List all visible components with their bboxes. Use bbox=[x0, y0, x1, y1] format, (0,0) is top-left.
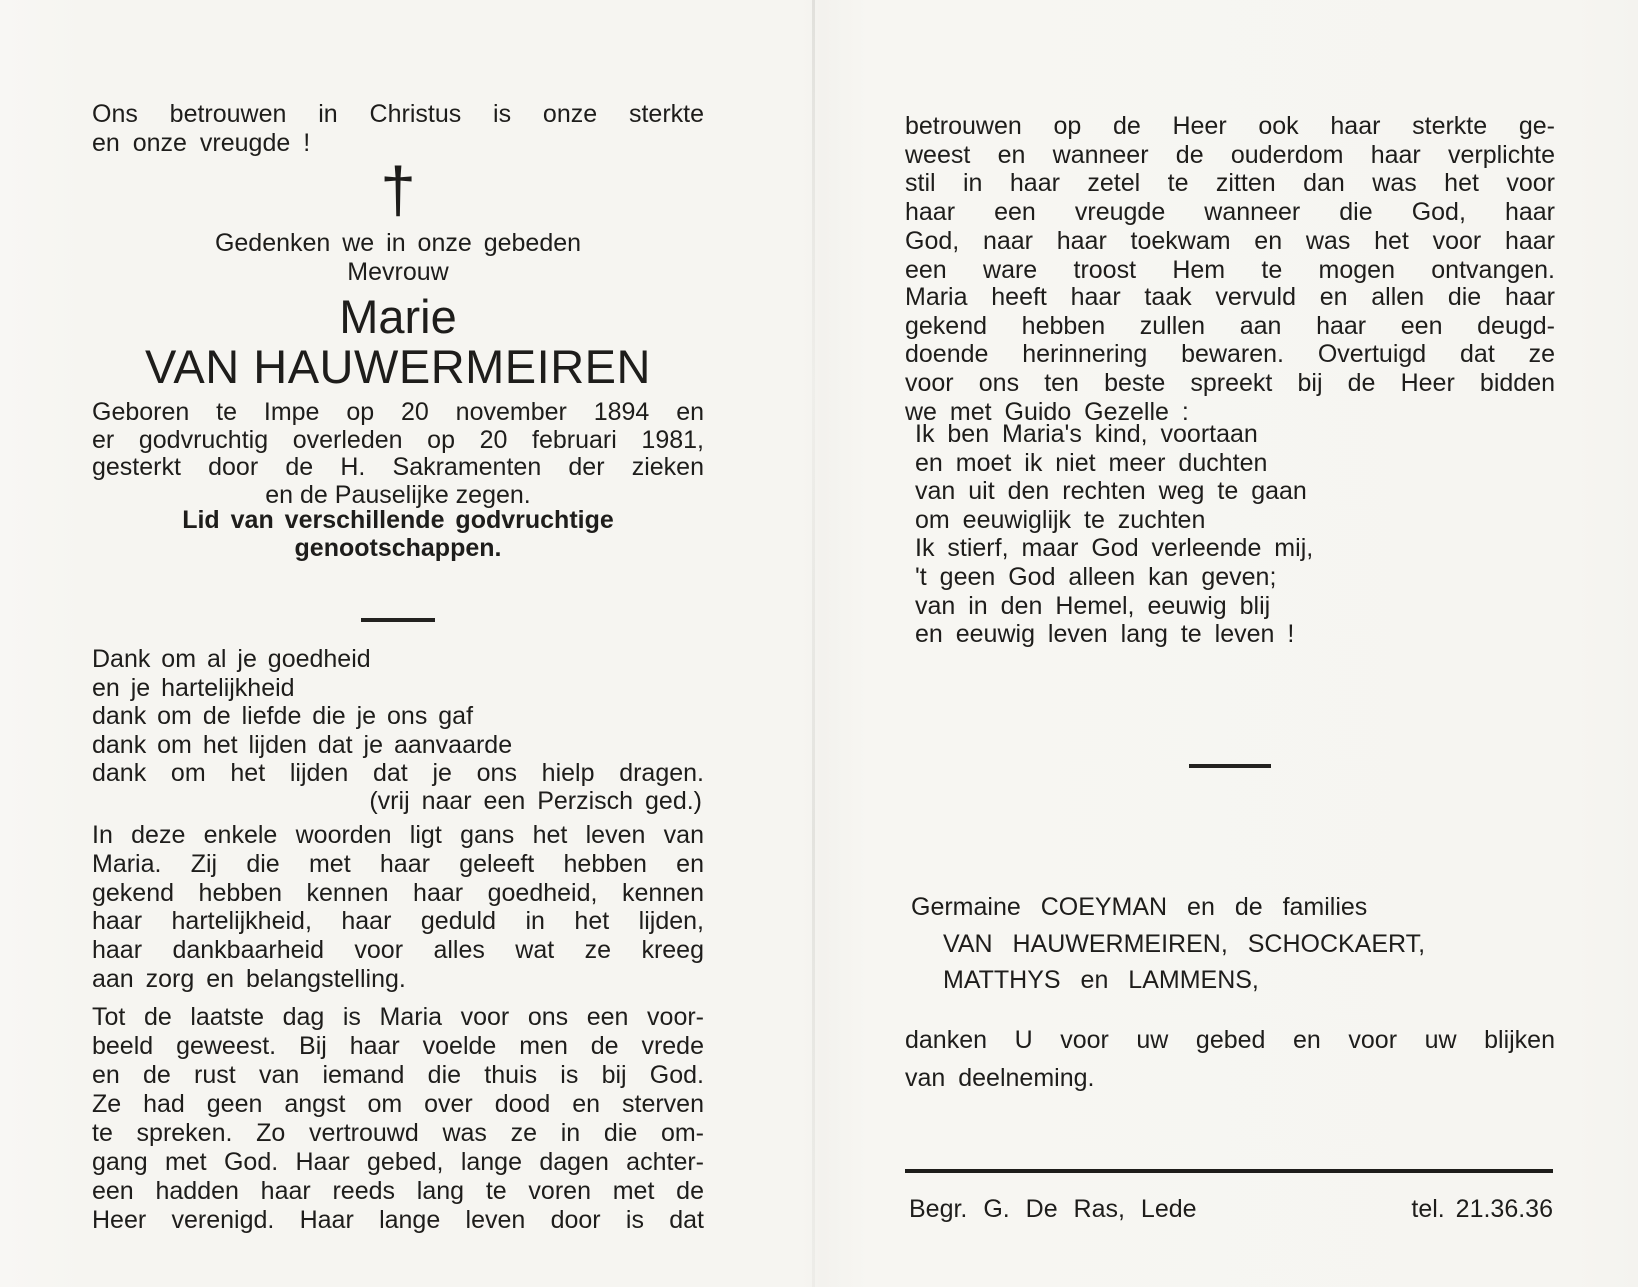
fold-line bbox=[812, 0, 815, 1287]
text-line: te spreken. Zo vertrouwd was ze in die om- bbox=[92, 1119, 704, 1147]
text-line: en onze vreugde ! bbox=[92, 128, 311, 157]
phone-number: tel. 21.36.36 bbox=[1411, 1195, 1553, 1223]
birth-death-details bbox=[92, 399, 704, 509]
family-acknowledgement bbox=[905, 889, 1555, 999]
text-line: genootschappen. bbox=[294, 533, 502, 562]
text-line: betrouwen op de Heer ook haar sterkte ge- bbox=[905, 112, 1555, 140]
text-line: en je hartelijkheid bbox=[92, 673, 295, 702]
text-line: om eeuwiglijk te zuchten bbox=[915, 505, 1206, 534]
poem-attribution: (vrij naar een Perzisch ged.) bbox=[369, 787, 702, 815]
text-line: en de Pauselijke zegen. bbox=[265, 480, 531, 509]
text-line: van uit den rechten weg te gaan bbox=[915, 477, 1307, 506]
text-line: VAN HAUWERMEIREN, SCHOCKAERT, bbox=[943, 929, 1426, 958]
text-line: aan zorg en belangstelling. bbox=[92, 964, 406, 993]
text-line: een ware troost Hem te mogen ontvangen. bbox=[905, 255, 1555, 284]
text-line: haar hartelijkheid, haar geduld in het lijden, bbox=[92, 907, 704, 936]
text-line: gekend hebben kennen haar goedheid, kennen bbox=[92, 878, 704, 907]
thanks-note bbox=[905, 1022, 1555, 1097]
text-line: gang met God. Haar gebed, lange dagen achter- bbox=[92, 1148, 704, 1176]
eulogy-paragraph-1 bbox=[92, 821, 704, 994]
invocation-line: Gedenken we in onze gebeden bbox=[214, 229, 582, 257]
text-line: Heer verenigd. Haar lange leven door is dat bbox=[92, 1206, 704, 1234]
text-line: weest en wanneer de ouderdom haar verplichte bbox=[905, 140, 1555, 169]
text-line: dank om de liefde die je ons gaf bbox=[92, 702, 474, 731]
text-line: doende herinnering bewaren. Overtuigd dat ze bbox=[905, 340, 1555, 369]
text-line: we met Guido Gezelle : bbox=[905, 397, 1189, 426]
text-line: gesterkt door de H. Sakramenten der zieken bbox=[92, 453, 704, 481]
text-line: Ons betrouwen in Christus is onze sterkte bbox=[92, 100, 704, 128]
membership-note bbox=[92, 507, 704, 562]
text-line: dank om het lijden dat je aanvaarde bbox=[92, 730, 513, 759]
text-line: MATTHYS en LAMMENS, bbox=[943, 966, 1259, 994]
eulogy-paragraph-2 bbox=[92, 1003, 704, 1235]
text-line: beeld geweest. Bij haar voelde men de vrede bbox=[92, 1032, 704, 1060]
deceased-first-name: Marie bbox=[339, 290, 457, 343]
eulogy-paragraph-4 bbox=[905, 283, 1555, 427]
undertaker-name: Begr. G. De Ras, Lede bbox=[909, 1195, 1197, 1223]
text-line: van in den Hemel, eeuwig blij bbox=[915, 591, 1271, 620]
text-line: voor ons ten beste spreekt bij de Heer bidden bbox=[905, 369, 1555, 398]
text-line: In deze enkele woorden ligt gans het leven van bbox=[92, 821, 704, 849]
text-line: een hadden haar reeds lang te voren met de bbox=[92, 1177, 704, 1205]
text-line: Ik ben Maria's kind, voortaan bbox=[915, 420, 1258, 448]
divider-rule bbox=[1189, 764, 1271, 768]
persian-thanks-poem bbox=[92, 645, 704, 788]
text-line: danken U voor uw gebed en voor uw blijken bbox=[905, 1026, 1555, 1054]
text-line: Dank om al je goedheid bbox=[92, 645, 371, 673]
text-line: Maria heeft haar taak vervuld en allen die haar bbox=[905, 283, 1555, 311]
cross-icon: † bbox=[380, 154, 416, 226]
text-line: van deelneming. bbox=[905, 1063, 1095, 1092]
text-line: 't geen God alleen kan geven; bbox=[915, 562, 1277, 591]
text-line: haar een vreugde wanneer die God, haar bbox=[905, 198, 1555, 227]
text-line: en moet ik niet meer duchten bbox=[915, 448, 1268, 477]
text-line: dank om het lijden dat je ons hielp dragen. bbox=[92, 759, 704, 788]
text-line: Lid van verschillende godvruchtige bbox=[182, 506, 614, 534]
text-line: stil in haar zetel te zitten dan was het voor bbox=[905, 169, 1555, 198]
text-line: Germaine COEYMAN en de families bbox=[911, 893, 1368, 921]
intro-verse bbox=[92, 100, 704, 157]
text-line: Ik stierf, maar God verleende mij, bbox=[915, 534, 1314, 563]
printer-footer bbox=[905, 1195, 1555, 1224]
text-line: Maria. Zij die met haar geleeft hebben en bbox=[92, 849, 704, 878]
text-line: er godvruchtig overleden op 20 februari 1981, bbox=[92, 425, 704, 454]
text-line: en de rust van iemand die thuis is bij God. bbox=[92, 1061, 704, 1089]
text-line: gekend hebben zullen aan haar een deugd- bbox=[905, 311, 1555, 340]
text-line: Geboren te Impe op 20 november 1894 en bbox=[92, 398, 704, 426]
text-line: Tot de laatste dag is Maria voor ons een voor- bbox=[92, 1003, 704, 1031]
gezelle-poem bbox=[905, 420, 1555, 649]
text-line: Ze had geen angst om over dood en sterven bbox=[92, 1090, 704, 1118]
invocation-title: Mevrouw bbox=[347, 258, 449, 286]
left-page bbox=[92, 0, 704, 1287]
divider-rule bbox=[361, 618, 435, 622]
text-line: haar dankbaarheid voor alles wat ze kreeg bbox=[92, 936, 704, 965]
text-line: en eeuwig leven lang te leven ! bbox=[915, 620, 1295, 649]
deceased-last-name: VAN HAUWERMEIREN bbox=[145, 340, 651, 393]
right-page bbox=[905, 0, 1555, 1287]
footer-rule bbox=[905, 1169, 1553, 1173]
eulogy-paragraph-3 bbox=[905, 112, 1555, 284]
text-line: God, naar haar toekwam en was het voor haar bbox=[905, 226, 1555, 255]
